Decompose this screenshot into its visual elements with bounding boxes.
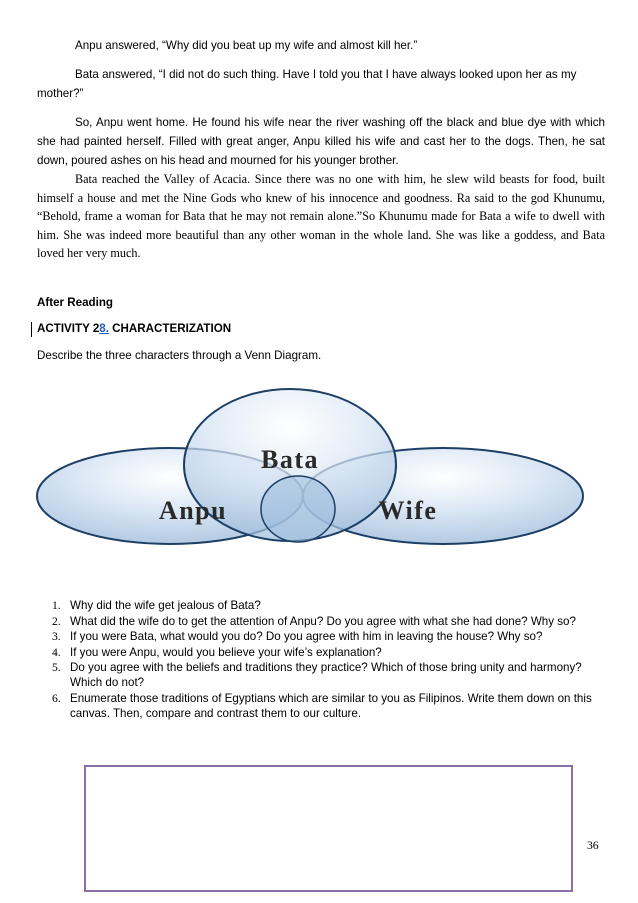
question-item: [37, 660, 607, 690]
question-text: If you were Bata, what would you do? Do you agree with him in leaving the house? Why so?: [70, 630, 543, 643]
question-item: [37, 645, 607, 660]
question-number: 4.: [52, 645, 61, 659]
question-text: Do you agree with the beliefs and traditions they practice? Which of those bring unity and harmony? Which do not?: [70, 661, 582, 689]
page-number: 36: [587, 839, 599, 852]
after-reading-heading: After Reading: [37, 296, 114, 309]
question-item: [37, 598, 607, 613]
venn-diagram: [33, 386, 588, 566]
activity-number-link[interactable]: 8.: [99, 322, 109, 335]
question-text: If you were Anpu, would you believe your wife’s explanation?: [70, 645, 382, 659]
activity-title-prefix: ACTIVITY 2: [37, 322, 100, 335]
answer-canvas[interactable]: [84, 765, 573, 892]
venn-label-bata: Bata: [261, 445, 319, 474]
question-item: [37, 691, 607, 721]
question-text: Why did the wife get jealous of Bata?: [70, 599, 261, 612]
story-paragraph-3: So, Anpu went home. He found his wife near the river washing off the black and blue dye with which she had painted herself. Filled with great anger, Anpu killed his wife and cast her to the dogs. Then, he sat down, poured ashes on his head and mourned for his younger brother.: [37, 116, 605, 167]
activity-title-suffix: CHARACTERIZATION: [108, 322, 232, 335]
question-list: [37, 598, 607, 721]
question-item: [37, 629, 607, 644]
question-number: 6.: [52, 691, 61, 705]
question-text: What did the wife do to get the attention of Anpu? Do you agree with what she had done? Why so?: [70, 614, 576, 628]
story-paragraph-2: Bata answered, “I did not do such thing. Have I told you that I have always looked upon her as my mother?”: [37, 68, 577, 100]
activity-title: [37, 319, 231, 338]
question-number: 1.: [52, 599, 61, 612]
activity-instruction: Describe the three characters through a Venn Diagram.: [37, 349, 322, 362]
question-text: Enumerate those traditions of Egyptians which are similar to you as Filipinos. Write them down on this canvas. Then, compare and contrast them to our culture.: [70, 691, 592, 720]
question-number: 2.: [52, 614, 61, 628]
venn-label-anpu: Anpu: [158, 496, 228, 525]
story-paragraph-1: Anpu answered, “Why did you beat up my wife and almost kill her.”: [75, 39, 418, 52]
question-number: 5.: [52, 661, 61, 674]
question-item: [37, 614, 607, 629]
venn-center-overlap: [261, 476, 335, 542]
venn-label-wife: Wife: [378, 496, 438, 525]
text-cursor: [31, 322, 32, 337]
story-paragraph-4: Bata reached the Valley of Acacia. Since there was no one with him, he slew wild beasts for food, built himself a house and met the Nine Gods who knew of his innocence and goodness. Ra said to the god Khunumu, “Behold, frame a woman for Bata that he may not remain alone.”So Khunumu made for Bata a wife to dwell with him. She was indeed more beautiful than any other woman in the whole land. She was like a goddess, and Bata loved her very much.: [37, 172, 605, 261]
question-number: 3.: [52, 630, 61, 643]
